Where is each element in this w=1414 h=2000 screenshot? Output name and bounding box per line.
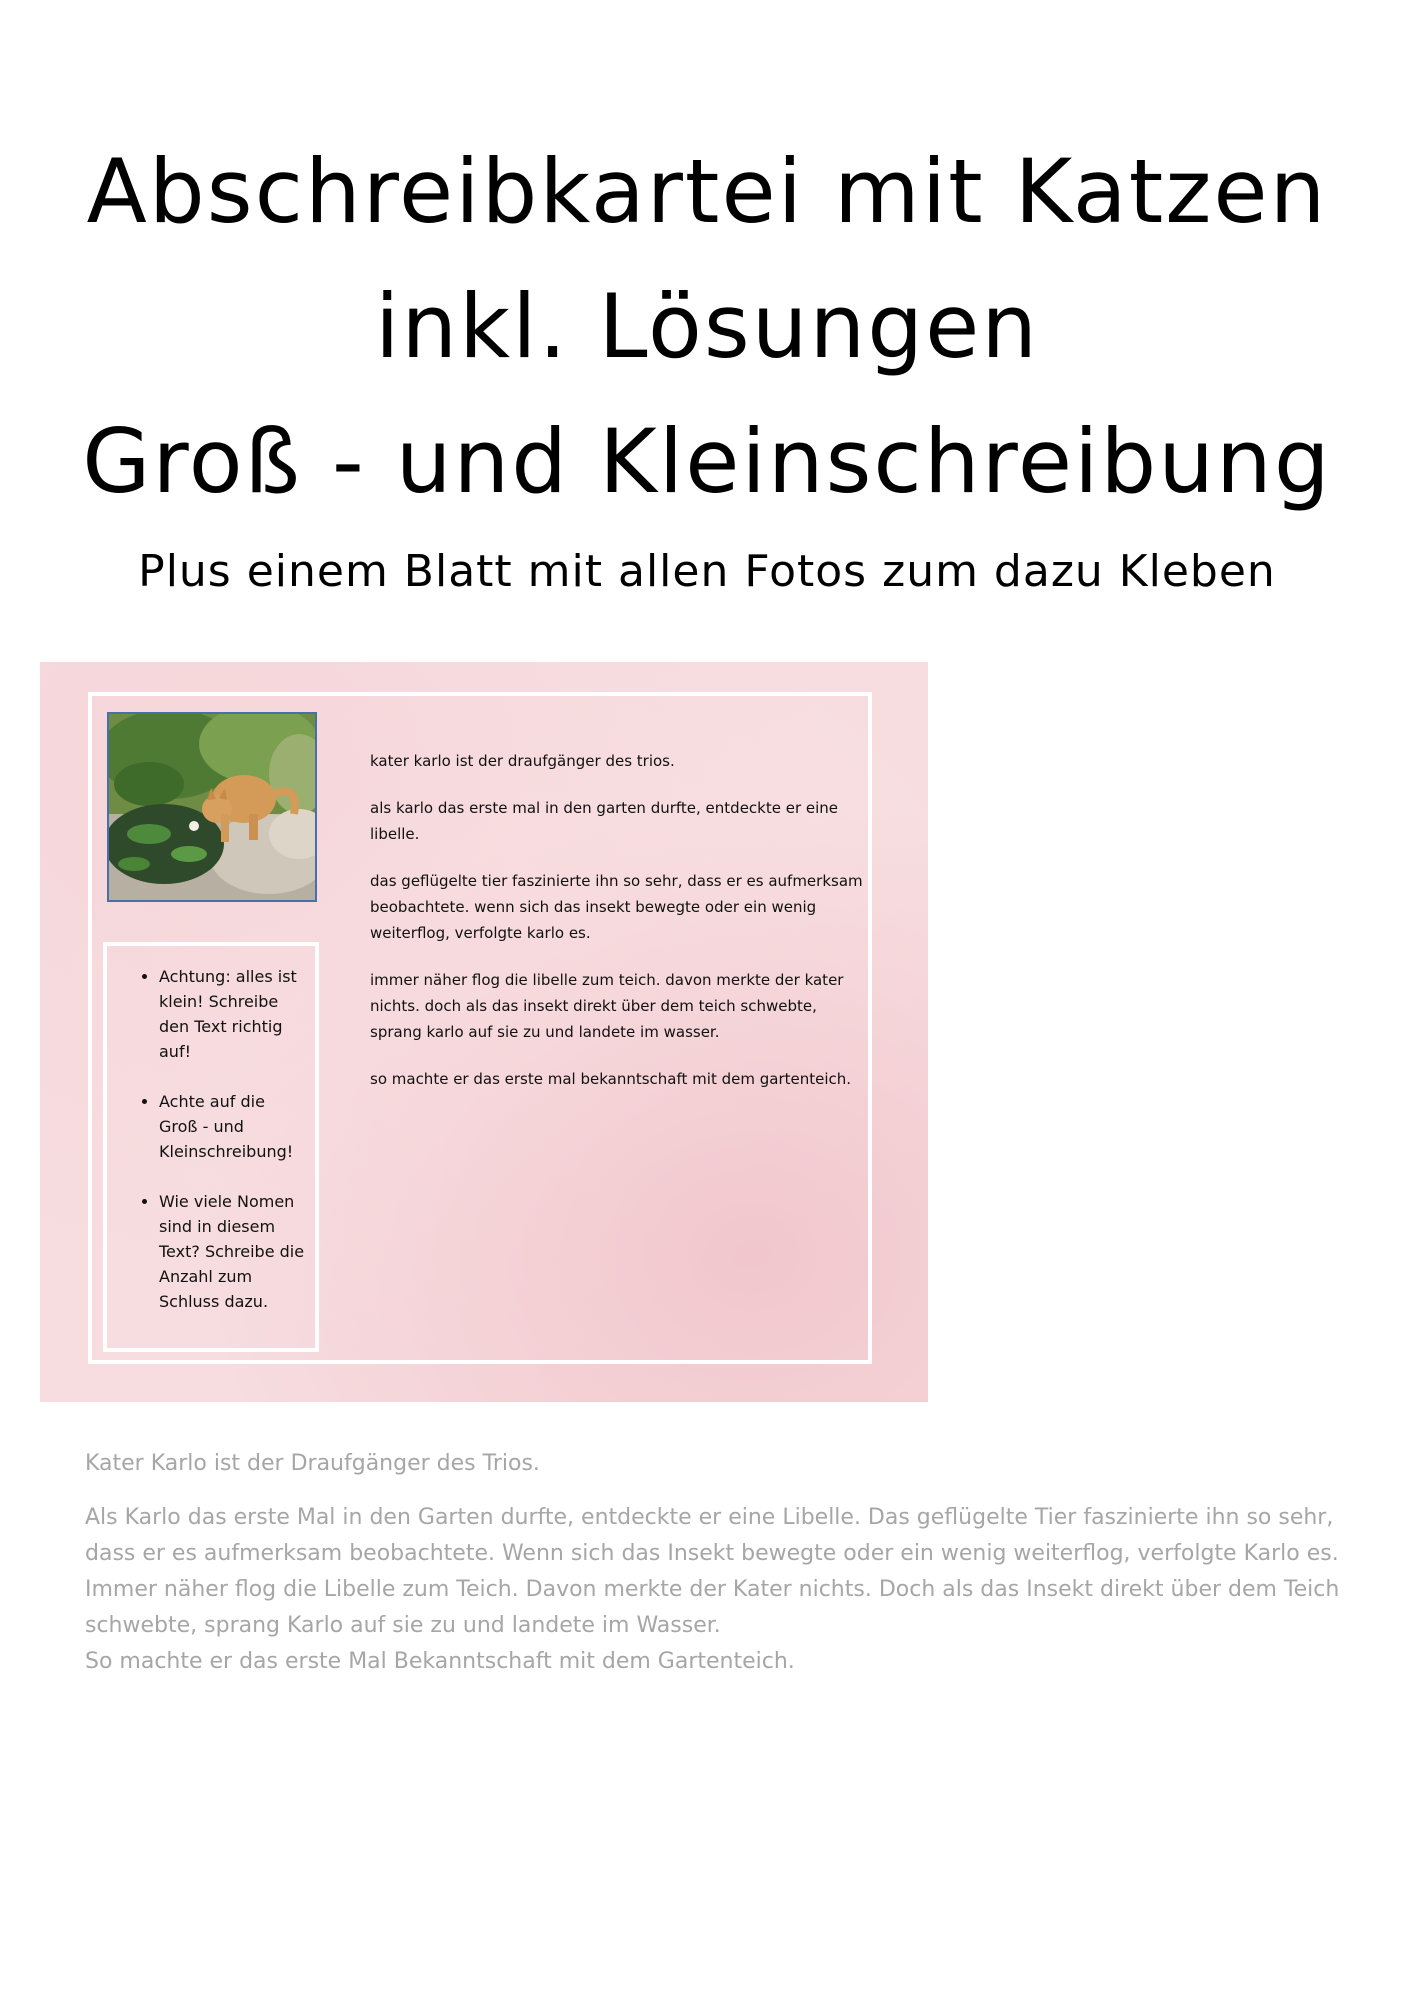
instructions-list bbox=[107, 946, 315, 1314]
solution-paragraph: So machte er das erste Mal Bekanntschaft mit dem Gartenteich. bbox=[85, 1649, 795, 1674]
story-paragraph: das geflügelte tier faszinierte ihn so sehr, dass er es aufmerksam beobachtete. wenn sich das insekt bewegte oder ein wenig weiterflog, verfolgte karlo es. bbox=[370, 872, 863, 942]
title-line-3: Groß - und Kleinschreibung bbox=[82, 410, 1332, 513]
instruction-item: • Achtung: alles ist klein! Schreibe den Text richtig auf! bbox=[159, 964, 305, 1064]
lowercase-story-text bbox=[370, 748, 870, 1113]
title-line-2: inkl. Lösungen bbox=[374, 275, 1040, 378]
story-paragraph: als karlo das erste mal in den garten durfte, entdeckte er eine libelle. bbox=[370, 799, 839, 843]
cat-by-pond-image bbox=[109, 714, 315, 900]
title-line-1: Abschreibkartei mit Katzen bbox=[86, 140, 1328, 243]
story-paragraph: kater karlo ist der draufgänger des trios. bbox=[370, 752, 675, 770]
exercise-card bbox=[40, 662, 928, 1402]
solution-paragraph: Kater Karlo ist der Draufgänger des Trios. bbox=[85, 1451, 540, 1476]
solution-text bbox=[85, 1446, 1345, 1680]
subtitle: Plus einem Blatt mit allen Fotos zum dazu Kleben bbox=[138, 546, 1276, 597]
instruction-item: • Achte auf die Groß - und Kleinschreibung! bbox=[159, 1089, 305, 1164]
story-paragraph: so machte er das erste mal bekanntschaft mit dem gartenteich. bbox=[370, 1070, 852, 1088]
instructions-box bbox=[103, 942, 319, 1352]
cat-photo bbox=[107, 712, 317, 902]
solution-paragraph: Als Karlo das erste Mal in den Garten durfte, entdeckte er eine Libelle. Das geflügelte Tier faszinierte ihn so sehr, dass er es aufmerksam beobachtete. Wenn sich das Insekt bewegte oder ein wenig weiterflog, verfolgte Karlo es. bbox=[85, 1505, 1339, 1566]
solution-paragraph: Immer näher flog die Libelle zum Teich. Davon merkte der Kater nichts. Doch als das Insekt direkt über dem Teich schwebte, sprang Karlo auf sie zu und landete im Wasser. bbox=[85, 1577, 1340, 1638]
story-paragraph: immer näher flog die libelle zum teich. davon merkte der kater nichts. doch als das insekt direkt über dem teich schwebte, sprang karlo auf sie zu und landete im wasser. bbox=[370, 971, 844, 1041]
instruction-item: • Wie viele Nomen sind in diesem Text? Schreibe die Anzahl zum Schluss dazu. bbox=[159, 1189, 305, 1314]
